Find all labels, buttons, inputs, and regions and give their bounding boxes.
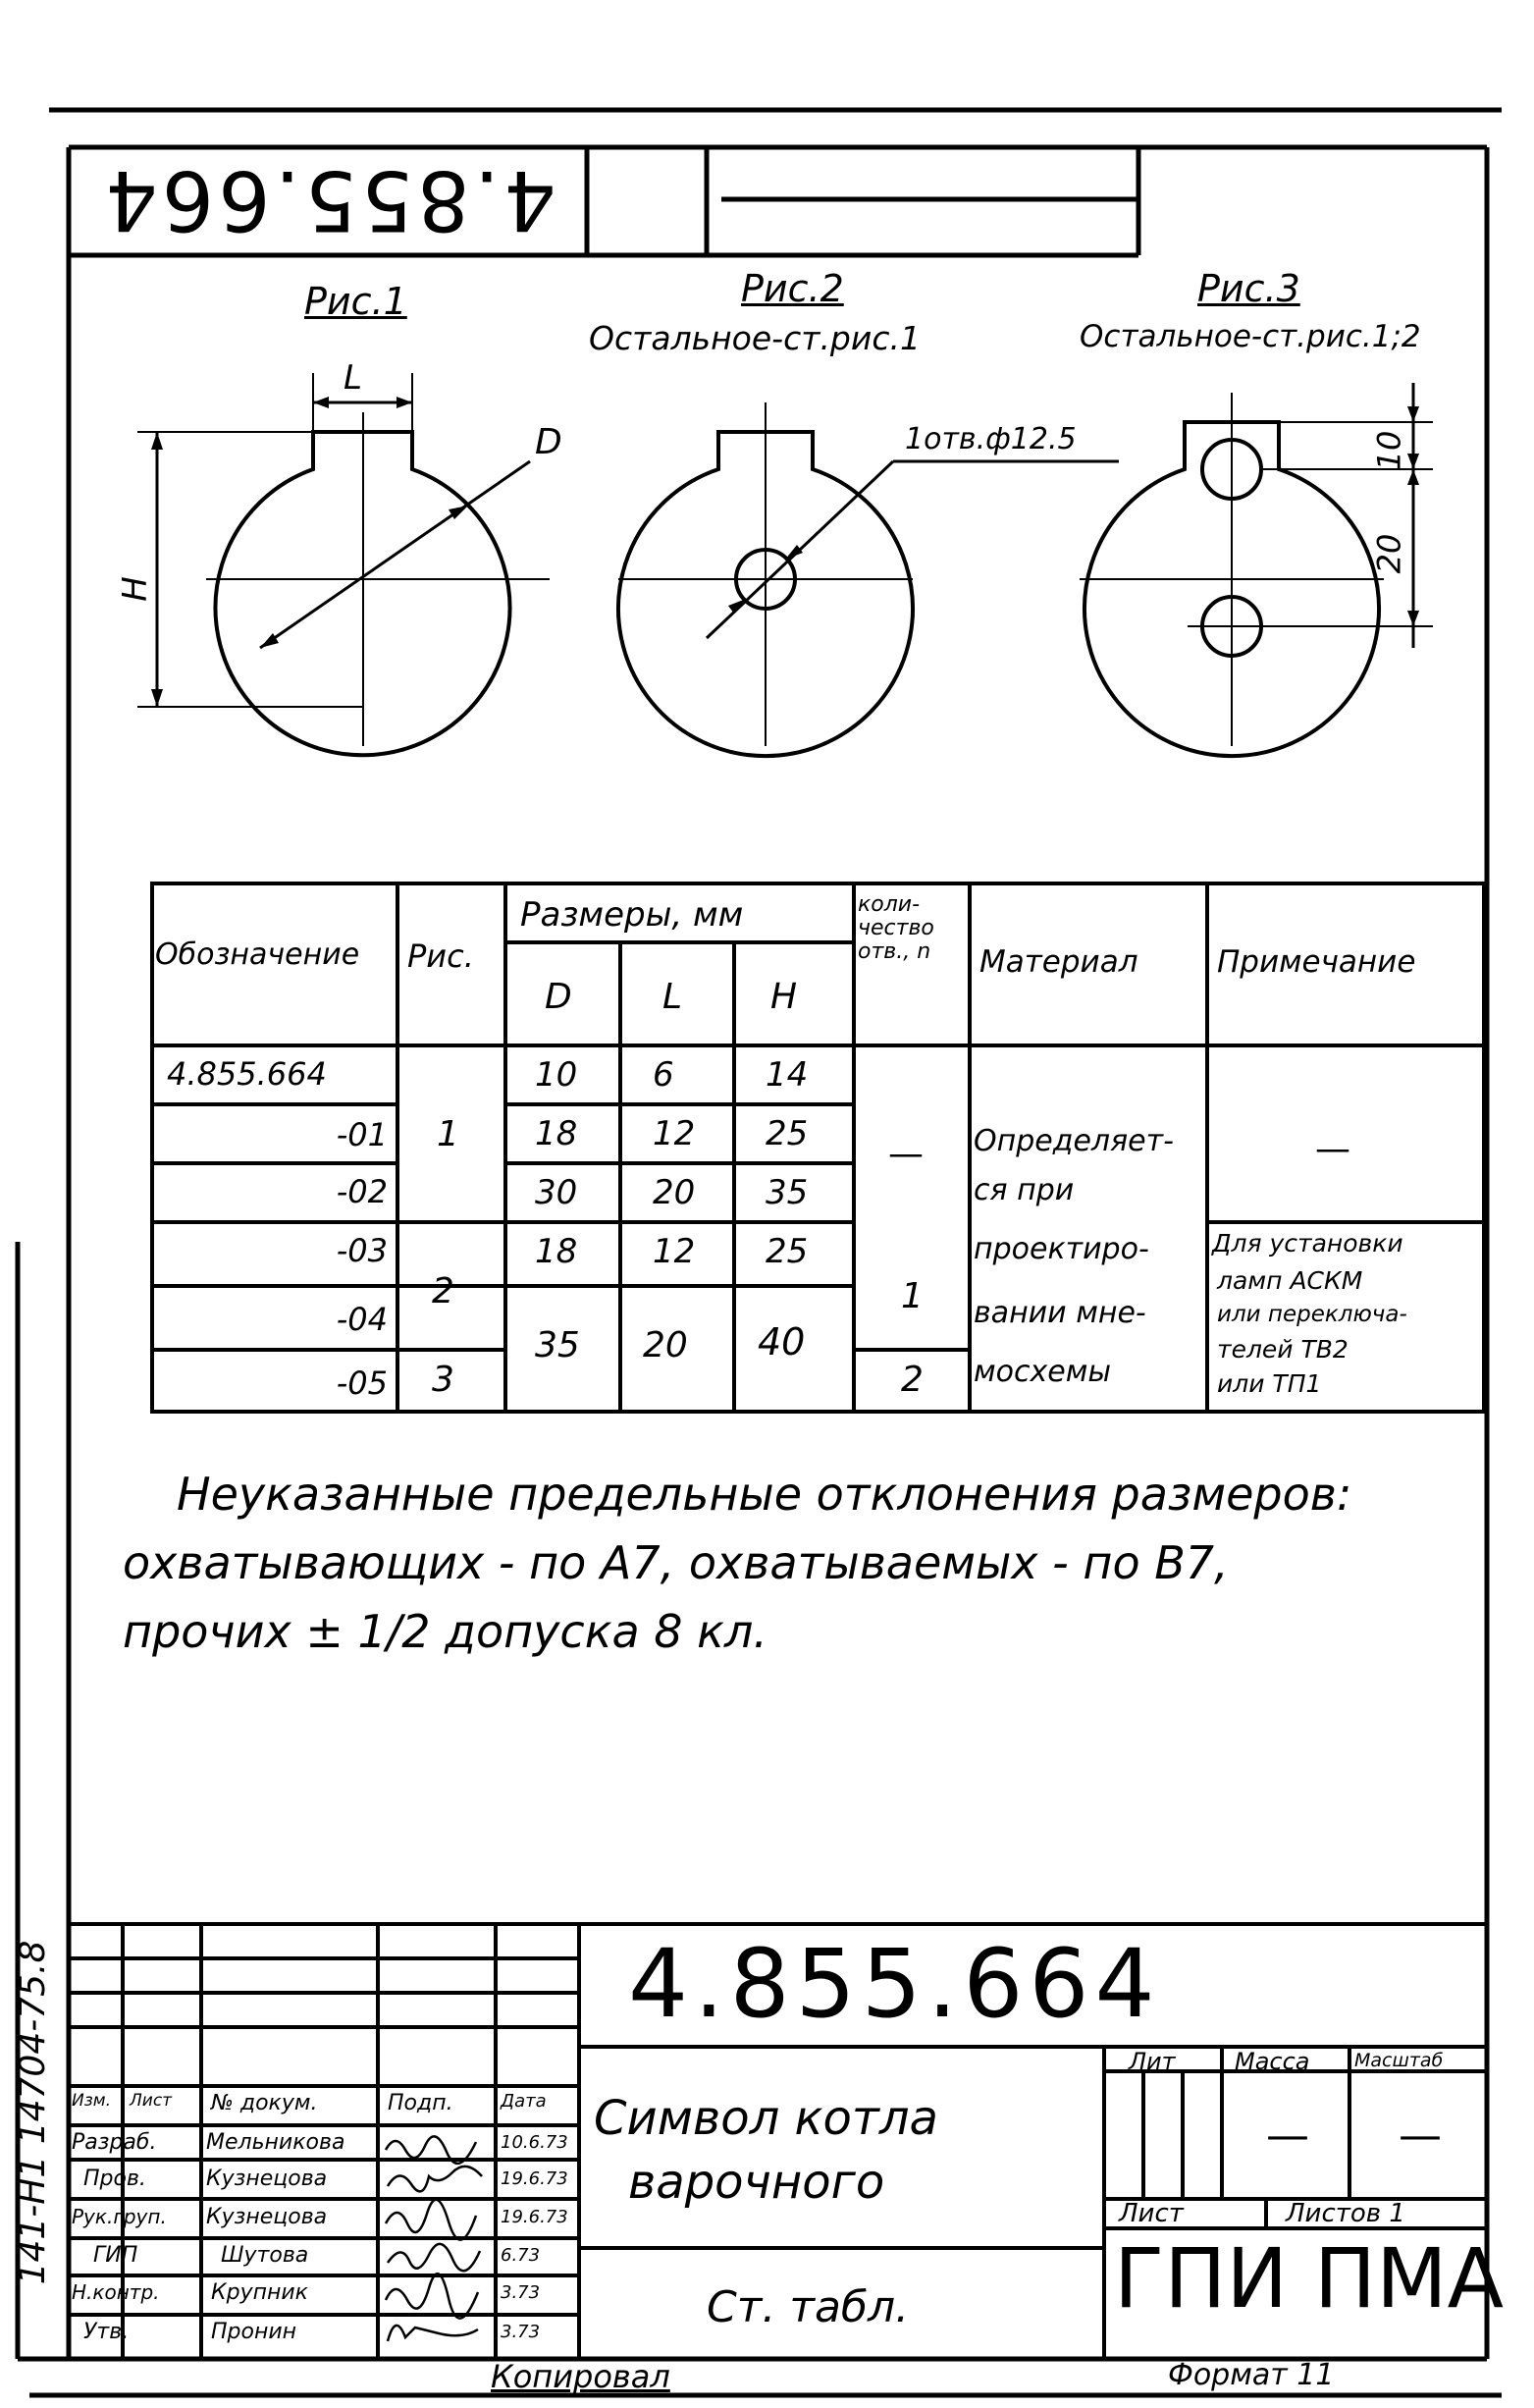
note-text-line: охватывающих - по А7, охватываемых - по В7,: [123, 1536, 1229, 1589]
col-header: Лист: [130, 2091, 173, 2111]
col-header: Подп.: [388, 2091, 453, 2115]
staff-name: Шутова: [221, 2243, 309, 2268]
staff-role: Рук.груп.: [72, 2205, 167, 2228]
staff-date: 3.73: [501, 2322, 541, 2342]
staff-name: Мельникова: [206, 2130, 345, 2155]
fig1-label-h: H: [115, 576, 155, 602]
scale-value: —: [1399, 2111, 1442, 2161]
cell-l: 20: [643, 1325, 688, 1365]
hdr-h: H: [770, 977, 798, 1017]
note-text-line: Неуказанные предельные отклонения размеров:: [177, 1468, 1352, 1521]
staff-date: 3.73: [501, 2282, 541, 2303]
hdr-count: коли-чество отв., n: [858, 892, 934, 964]
fig2-hole-label: 1отв.ф12.5: [905, 422, 1077, 456]
fig2-subtitle: Остальное-ст.рис.1: [589, 319, 921, 357]
staff-date: 19.6.73: [501, 2168, 568, 2189]
material-line: ся при: [974, 1173, 1075, 1207]
note-line: ламп АСКМ: [1217, 1266, 1363, 1295]
note-line: или переключа-: [1217, 1302, 1407, 1327]
col-header: Дата: [501, 2091, 547, 2112]
count-cell: 1: [901, 1276, 924, 1316]
staff-role: Разраб.: [72, 2130, 157, 2155]
lit-label: Лит: [1129, 2048, 1176, 2075]
cell-d: 35: [535, 1325, 580, 1365]
material-line: проектиро-: [974, 1232, 1149, 1266]
format-label: Формат 11: [1168, 2358, 1335, 2392]
row-designation: -02: [336, 1173, 388, 1210]
cell-l: 6: [653, 1055, 674, 1095]
cell-l: 12: [653, 1114, 696, 1153]
top-stamp-code: 4.855.664: [101, 152, 556, 248]
fig3-dim-bottom: 20: [1370, 533, 1408, 574]
fig-cell: 2: [432, 1271, 454, 1311]
cell-h: 35: [766, 1173, 809, 1212]
cell-l: 12: [653, 1232, 696, 1271]
title-block-material: Ст. табл.: [707, 2282, 910, 2332]
copied-label: Копировал: [491, 2358, 670, 2395]
hdr-designation: Обозначение: [155, 937, 360, 972]
note-line: или ТП1: [1217, 1369, 1322, 1398]
cell-h: 25: [766, 1114, 809, 1153]
cell-h: 14: [766, 1055, 809, 1095]
staff-date: 6.73: [501, 2245, 541, 2266]
material-line: мосхемы: [974, 1355, 1112, 1389]
scale-label: Масштаб: [1354, 2050, 1444, 2071]
fig-cell: 3: [432, 1360, 454, 1400]
sheet-label: Лист: [1119, 2199, 1184, 2228]
note-text-line: прочих ± 1/2 допуска 8 кл.: [123, 1605, 767, 1658]
org-name: ГПИ ПМА: [1114, 2230, 1505, 2327]
fig1-label-d: D: [535, 422, 562, 462]
material-line: Определяет-: [974, 1124, 1174, 1158]
fig1-title: Рис.1: [304, 280, 407, 323]
staff-name: Пронин: [211, 2320, 297, 2344]
fig-cell: 1: [437, 1114, 459, 1154]
note-line: телей ТВ2: [1217, 1335, 1349, 1364]
col-header: Изм.: [72, 2091, 111, 2111]
row-designation: -04: [336, 1301, 388, 1338]
row-designation: -01: [336, 1116, 388, 1153]
fig1-label-l: L: [344, 358, 362, 398]
cell-h: 25: [766, 1232, 809, 1271]
staff-role: ГИП: [93, 2243, 138, 2268]
note-line: Для установки: [1212, 1229, 1403, 1258]
staff-name: Крупник: [211, 2280, 308, 2305]
fig3-title: Рис.3: [1197, 267, 1300, 310]
staff-name: Кузнецова: [206, 2205, 328, 2229]
signatures: [378, 2125, 496, 2359]
fig3-subtitle: Остальное-ст.рис.1;2: [1080, 319, 1421, 354]
row-designation: 4.855.664: [167, 1055, 327, 1093]
cell-d: 18: [535, 1232, 578, 1271]
count-cell: —: [888, 1134, 924, 1174]
staff-role: Пров.: [83, 2167, 146, 2191]
staff-role: Утв.: [83, 2320, 130, 2344]
cell-d: 18: [535, 1114, 578, 1153]
title-block-code: 4.855.664: [628, 1929, 1161, 2039]
row-designation: -03: [336, 1232, 388, 1269]
cell-d: 10: [535, 1055, 578, 1095]
staff-role: Н.контр.: [72, 2280, 160, 2304]
cell-d: 30: [535, 1173, 578, 1212]
hdr-note: Примечание: [1217, 944, 1416, 980]
fig2-title: Рис.2: [741, 267, 844, 310]
material-line: вании мне-: [974, 1296, 1146, 1330]
hdr-l: L: [662, 977, 683, 1017]
row-designation: -05: [336, 1365, 388, 1402]
col-header: № докум.: [211, 2091, 318, 2115]
title-block-name: варочного: [628, 2155, 885, 2210]
staff-name: Кузнецова: [206, 2167, 328, 2191]
fig3-dim-top: 10: [1370, 430, 1408, 471]
side-stamp: 141-Н1 14704-75.8: [13, 1940, 53, 2285]
count-cell: 2: [901, 1360, 924, 1400]
cell-l: 20: [653, 1173, 696, 1212]
note-dash: —: [1315, 1129, 1350, 1169]
hdr-material: Материал: [979, 944, 1138, 980]
mass-value: —: [1266, 2111, 1309, 2161]
staff-date: 19.6.73: [501, 2207, 568, 2227]
hdr-sizes: Размеры, мм: [520, 895, 744, 935]
hdr-fig: Рис.: [407, 937, 474, 975]
mass-label: Масса: [1235, 2048, 1310, 2075]
title-block-name: Символ котла: [594, 2091, 938, 2146]
sheets-label: Листов 1: [1286, 2199, 1405, 2228]
staff-date: 10.6.73: [501, 2132, 568, 2153]
hdr-d: D: [545, 977, 572, 1017]
cell-h: 40: [758, 1320, 806, 1364]
